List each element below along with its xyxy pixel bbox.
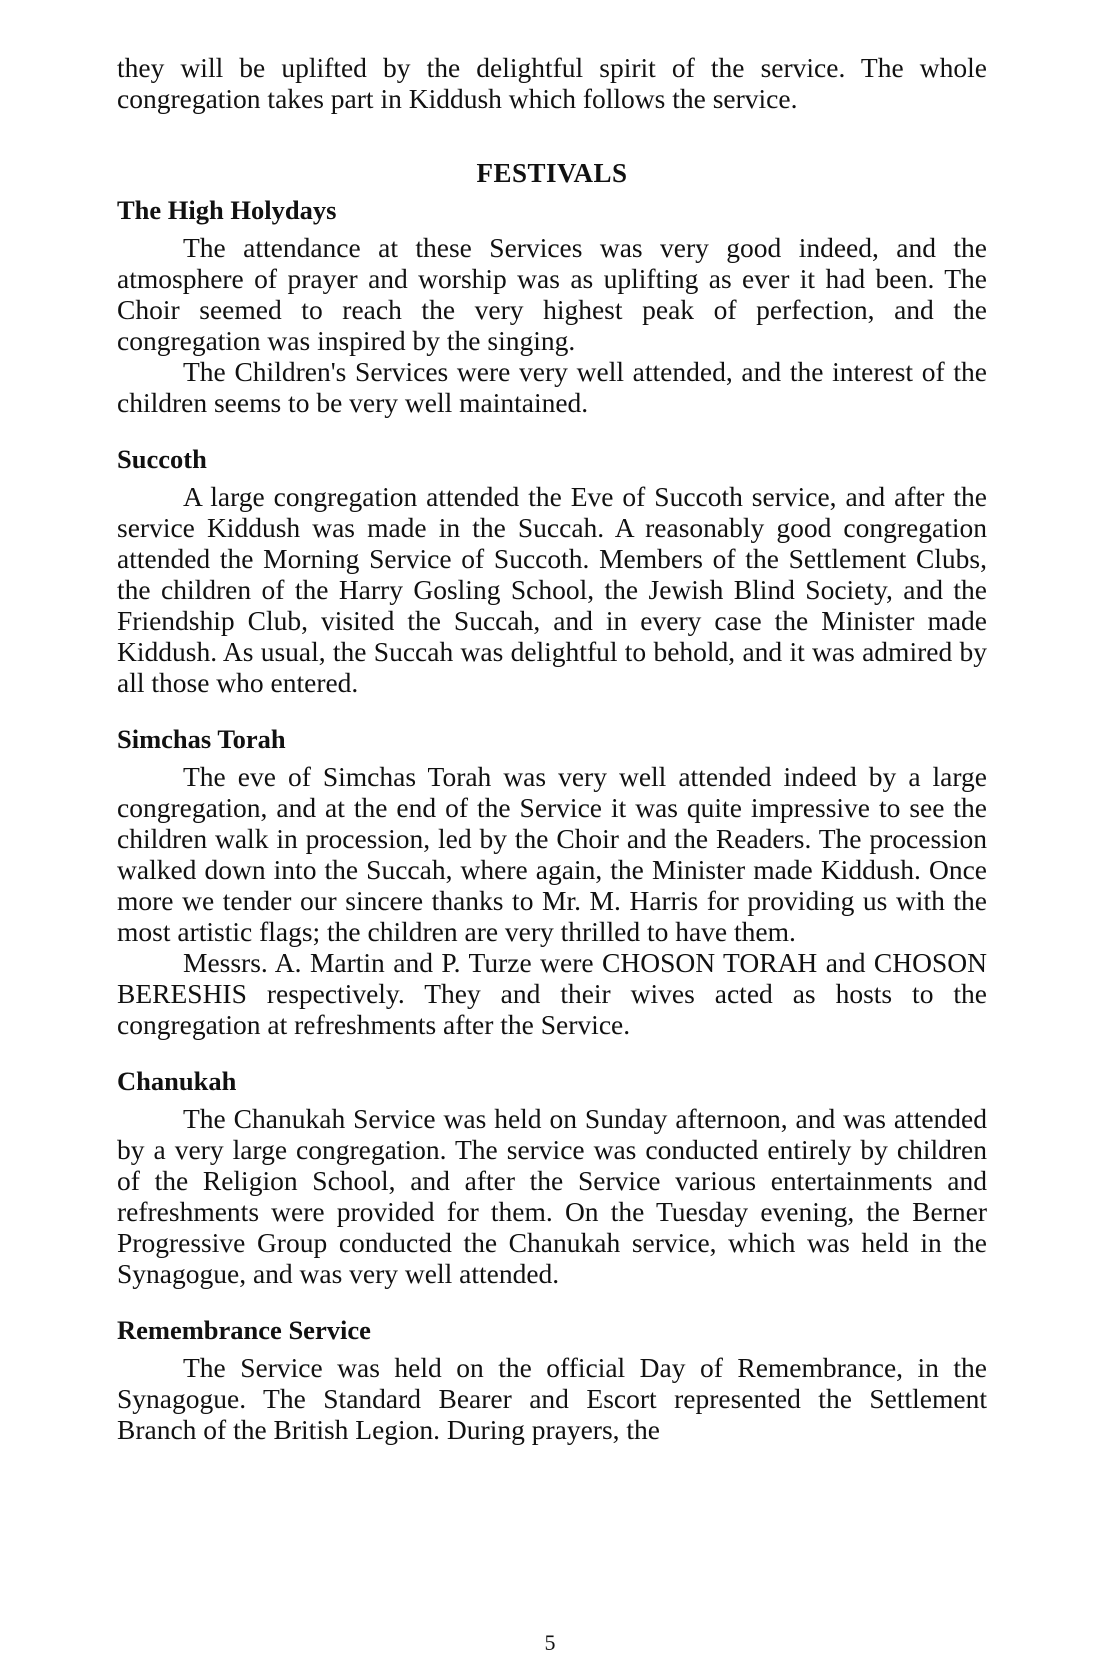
paragraph: The Children's Services were very well attended, and the interest of the children seems to be very well maintained. bbox=[117, 356, 987, 418]
heading-high-holydays: The High Holydays bbox=[117, 195, 337, 225]
heading-simchas-torah: Simchas Torah bbox=[117, 724, 286, 754]
paragraph: Messrs. A. Martin and P. Turze were CHOSON TORAH and CHOSON BERESHIS respectively. They and their wives acted as hosts to the congregation at refreshments after the Service. bbox=[117, 947, 987, 1040]
heading-chanukah: Chanukah bbox=[117, 1066, 237, 1096]
paragraph: The attendance at these Services was very good indeed, and the atmosphere of prayer and worship was as uplifting as ever it had been. The Choir seemed to reach the very highest peak of perfection, and the congregation was inspired by the singing. bbox=[117, 232, 987, 356]
section-simchas-torah bbox=[117, 724, 987, 1040]
paragraph: A large congregation attended the Eve of Succoth service, and after the service Kiddush was made in the Succah. A reasonably good congregation attended the Morning Service of Succoth. Members of the Settlement Clubs, the children of the Harry Gosling School, the Jewish Blind Society, and the Friendship Club, visited the Succah, and in every case the Minister made Kiddush. As usual, the Succah was delightful to behold, and it was admired by all those who entered. bbox=[117, 481, 987, 698]
page-number: 5 bbox=[544, 1630, 556, 1655]
section-high-holydays bbox=[117, 195, 987, 418]
section-title: FESTIVALS bbox=[476, 158, 628, 188]
paragraph: The Chanukah Service was held on Sunday afternoon, and was attended by a very large congregation. The service was conducted entirely by children of the Religion School, and after the Service various entertainments and refreshments were provided for them. On the Tuesday evening, the Berner Progressive Group conducted the Chanukah service, which was held in the Synagogue, and was very well attended. bbox=[117, 1103, 987, 1289]
section-succoth bbox=[117, 444, 987, 698]
paragraph: The Service was held on the official Day of Remembrance, in the Synagogue. The Standard Bearer and Escort represented the Settlement Branch of the British Legion. During prayers, the bbox=[117, 1352, 987, 1445]
section-remembrance bbox=[117, 1315, 987, 1445]
heading-succoth: Succoth bbox=[117, 444, 207, 474]
paragraph: The eve of Simchas Torah was very well attended indeed by a large congregation, and at the end of the Service it was quite impressive to see the children walk in procession, led by the Choir and the Readers. The procession walked down into the Succah, where again, the Minister made Kiddush. Once more we tender our sincere thanks to Mr. M. Harris for providing us with the most artistic flags; the children are very thrilled to have them. bbox=[117, 761, 987, 947]
opening-paragraph: they will be uplifted by the delightful spirit of the service. The whole congregation takes part in Kiddush which follows the service. bbox=[117, 52, 987, 114]
heading-remembrance-service: Remembrance Service bbox=[117, 1315, 371, 1345]
document-page bbox=[117, 52, 987, 1445]
section-chanukah bbox=[117, 1066, 987, 1289]
